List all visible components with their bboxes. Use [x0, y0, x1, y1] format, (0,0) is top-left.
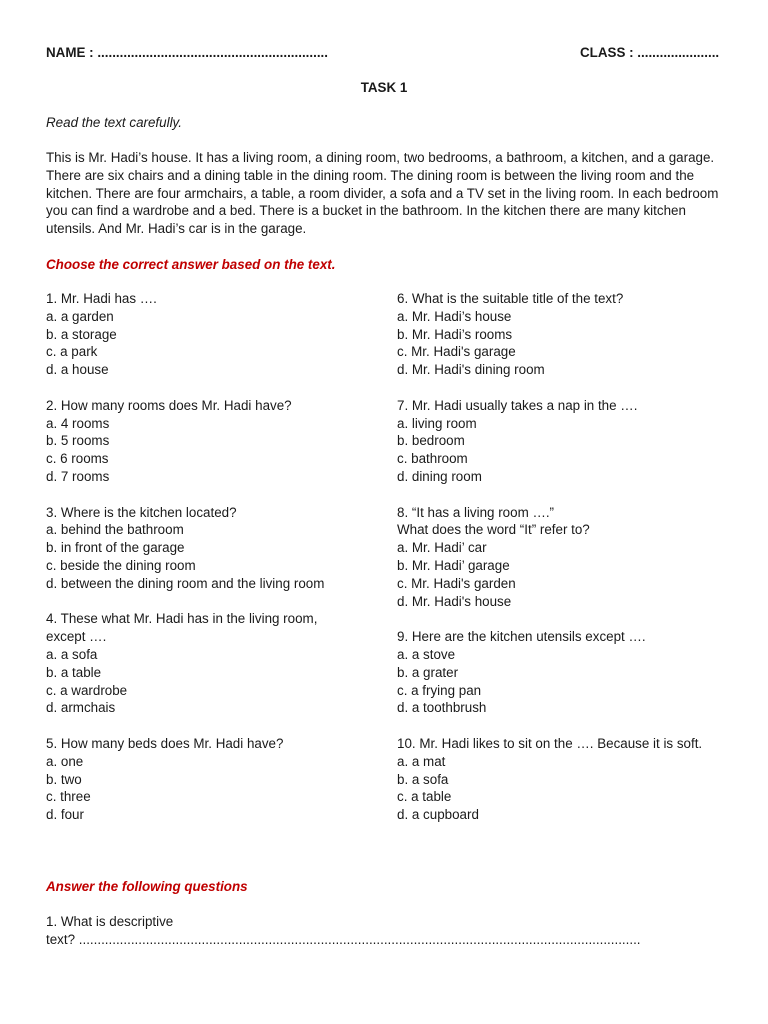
question-line: b. a storage: [46, 326, 117, 342]
question-text: 10. Mr. Hadi likes to sit on the …. Because it is soft.: [397, 735, 703, 751]
question-text: 6. What is the suitable title of the text?: [397, 291, 624, 306]
reading-passage: This is Mr. Hadi’s house. It has a living room, a dining room, two bedrooms, a bathroom, a kitchen, and a garage. There are six chairs and a dining table in the dining room. The dining room is between the living room and the kitchen. There are four armchairs, a table, a room divider, a sofa and a TV set in the living room. In each bedroom you can find a wardrobe and a bed. There is a bucket in the bathroom. In the kitchen there are many kitchen utensils. And Mr. Hadi’s car is in the garage.: [46, 150, 719, 237]
question-block: [46, 397, 386, 486]
question-line: d. a cupboard: [397, 807, 479, 823]
question-text: 1. Mr. Hadi has ….: [46, 291, 157, 306]
question-line: d. Mr. Hadi's house: [397, 593, 512, 609]
question-line: d. 7 rooms: [46, 468, 110, 484]
question-line: a. Mr. Hadi’ car: [397, 540, 487, 556]
task-title: TASK 1: [360, 80, 408, 95]
question-line: d. a toothbrush: [397, 700, 487, 716]
question-line: a. Mr. Hadi’s house: [397, 308, 512, 324]
name-field-label: NAME : ..............................................................: [46, 45, 328, 60]
question-line: d. armchais: [46, 700, 116, 716]
question-line: a. behind the bathroom: [46, 522, 184, 538]
multiple-choice-heading: Choose the correct answer based on the text.: [46, 257, 336, 272]
question-line: b. Mr. Hadi’s rooms: [397, 326, 513, 342]
question-line: d. a house: [46, 362, 109, 378]
question-line: except ….: [46, 629, 107, 645]
question-text: 4. These what Mr. Hadi has in the living room,: [46, 611, 318, 627]
question-line: c. a frying pan: [397, 682, 482, 698]
question-line: c. a table: [397, 789, 452, 805]
question-line: c. Mr. Hadi's garden: [397, 575, 516, 591]
question-line: b. two: [46, 771, 82, 787]
question-block: [46, 610, 386, 717]
question-line: c. a wardrobe: [46, 682, 128, 698]
question-text: 5. How many beds does Mr. Hadi have?: [46, 735, 284, 751]
reading-instruction: Read the text carefully.: [46, 115, 182, 130]
question-block: [397, 290, 757, 379]
question-spacer: [46, 379, 386, 397]
question-text: 7. Mr. Hadi usually takes a nap in the ….: [397, 397, 638, 413]
question-line: d. dining room: [397, 468, 482, 484]
question-spacer: [46, 593, 386, 611]
question-line: b. a sofa: [397, 771, 449, 787]
question-line: a. living room: [397, 415, 477, 431]
question-line: b. a table: [46, 664, 102, 680]
right-question-column: [397, 290, 757, 824]
question-line: What does the word “It” refer to?: [397, 522, 590, 538]
question-line: a. a stove: [397, 646, 456, 662]
question-line: c. bathroom: [397, 451, 468, 467]
question-line: b. bedroom: [397, 433, 465, 449]
question-block: [397, 504, 757, 611]
essay-question-1-answer-line: text? .......................................................................................................................................................: [46, 932, 641, 947]
question-block: [397, 628, 757, 717]
question-line: b. Mr. Hadi’ garage: [397, 557, 510, 573]
question-block: [46, 290, 386, 379]
question-line: a. 4 rooms: [46, 415, 110, 431]
question-line: b. a grater: [397, 664, 459, 680]
essay-question-1-line-1: 1. What is descriptive: [46, 914, 174, 929]
question-block: [46, 504, 386, 593]
question-line: b. 5 rooms: [46, 433, 110, 449]
question-line: c. 6 rooms: [46, 451, 109, 467]
question-line: b. in front of the garage: [46, 540, 185, 556]
question-block: [397, 397, 757, 486]
question-line: d. four: [46, 807, 84, 823]
question-line: d. between the dining room and the living room: [46, 575, 325, 591]
question-spacer: [397, 717, 757, 735]
class-field-label: CLASS : ......................: [580, 45, 720, 60]
question-block: [46, 735, 386, 824]
question-line: c. beside the dining room: [46, 557, 196, 573]
question-text: 2. How many rooms does Mr. Hadi have?: [46, 397, 292, 413]
question-line: a. one: [46, 753, 84, 769]
question-spacer: [397, 379, 757, 397]
question-line: d. Mr. Hadi's dining room: [397, 362, 545, 378]
question-line: a. a garden: [46, 308, 114, 324]
question-text: 3. Where is the kitchen located?: [46, 504, 237, 520]
question-line: c. Mr. Hadi's garage: [397, 344, 516, 360]
question-line: a. a mat: [397, 753, 446, 769]
question-text: 9. Here are the kitchen utensils except ….: [397, 629, 646, 645]
question-line: c. a park: [46, 344, 98, 360]
question-spacer: [397, 610, 757, 628]
question-block: [397, 735, 757, 824]
question-line: c. three: [46, 789, 91, 805]
question-spacer: [397, 486, 757, 504]
left-question-column: [46, 290, 386, 824]
essay-heading: Answer the following questions: [46, 879, 248, 894]
question-spacer: [46, 486, 386, 504]
question-text: 8. “It has a living room ….”: [397, 504, 555, 520]
question-line: a. a sofa: [46, 646, 98, 662]
question-spacer: [46, 717, 386, 735]
